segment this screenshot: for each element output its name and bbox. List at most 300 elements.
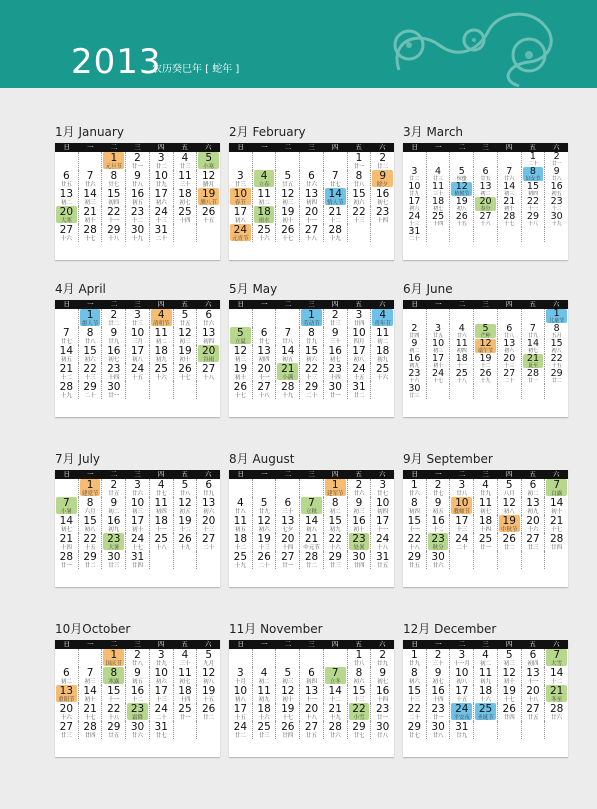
day-cell[interactable] <box>55 327 78 345</box>
day-cell[interactable] <box>299 188 323 206</box>
day-cell[interactable] <box>78 309 102 327</box>
day-cell[interactable] <box>521 667 545 685</box>
day-cell[interactable] <box>497 369 521 384</box>
day-cell[interactable] <box>521 197 545 212</box>
day-cell[interactable] <box>196 345 220 363</box>
day-cell[interactable] <box>101 515 125 533</box>
day-cell[interactable] <box>403 515 426 533</box>
day-cell[interactable] <box>403 479 426 497</box>
day-cell[interactable] <box>521 167 545 182</box>
day-cell[interactable] <box>275 327 299 345</box>
day-cell[interactable] <box>426 354 450 369</box>
day-cell[interactable] <box>370 551 394 569</box>
day-cell[interactable] <box>370 685 394 703</box>
day-cell[interactable] <box>544 703 568 721</box>
day-cell[interactable] <box>521 703 545 721</box>
day-cell[interactable] <box>299 381 323 399</box>
day-cell[interactable] <box>101 721 125 739</box>
day-cell[interactable] <box>101 345 125 363</box>
day-cell[interactable] <box>521 152 545 167</box>
day-cell[interactable] <box>323 533 347 551</box>
day-cell[interactable] <box>55 721 78 739</box>
day-cell[interactable] <box>299 721 323 739</box>
day-cell[interactable] <box>78 497 102 515</box>
day-cell[interactable] <box>275 497 299 515</box>
day-cell[interactable] <box>101 497 125 515</box>
day-cell[interactable] <box>196 515 220 533</box>
day-cell[interactable] <box>449 703 473 721</box>
day-cell[interactable] <box>473 182 497 197</box>
day-cell[interactable] <box>78 224 102 242</box>
day-cell[interactable] <box>125 667 149 685</box>
day-cell[interactable] <box>275 721 299 739</box>
day-cell[interactable] <box>275 206 299 224</box>
day-cell[interactable] <box>521 324 545 339</box>
day-cell[interactable] <box>521 515 545 533</box>
day-cell[interactable] <box>173 327 197 345</box>
day-cell[interactable] <box>125 479 149 497</box>
day-cell[interactable] <box>229 206 252 224</box>
day-cell[interactable] <box>426 324 450 339</box>
day-cell[interactable] <box>347 497 371 515</box>
day-cell[interactable] <box>55 515 78 533</box>
day-cell[interactable] <box>78 206 102 224</box>
day-cell[interactable] <box>229 170 252 188</box>
day-cell[interactable] <box>252 721 276 739</box>
day-cell[interactable] <box>449 167 473 182</box>
day-cell[interactable] <box>55 363 78 381</box>
day-cell[interactable] <box>370 721 394 739</box>
day-cell[interactable] <box>299 206 323 224</box>
day-cell[interactable] <box>521 533 545 551</box>
day-cell[interactable] <box>78 515 102 533</box>
day-cell[interactable] <box>252 170 276 188</box>
day-cell[interactable] <box>173 703 197 721</box>
day-cell[interactable] <box>196 188 220 206</box>
day-cell[interactable] <box>403 384 426 399</box>
day-cell[interactable] <box>252 206 276 224</box>
day-cell[interactable] <box>323 224 347 242</box>
day-cell[interactable] <box>323 667 347 685</box>
day-cell[interactable] <box>347 188 371 206</box>
day-cell[interactable] <box>449 649 473 667</box>
day-cell[interactable] <box>473 649 497 667</box>
day-cell[interactable] <box>323 703 347 721</box>
day-cell[interactable] <box>299 170 323 188</box>
day-cell[interactable] <box>347 667 371 685</box>
day-cell[interactable] <box>449 667 473 685</box>
day-cell[interactable] <box>403 649 426 667</box>
day-cell[interactable] <box>521 649 545 667</box>
day-cell[interactable] <box>473 339 497 354</box>
day-cell[interactable] <box>323 515 347 533</box>
day-cell[interactable] <box>497 354 521 369</box>
day-cell[interactable] <box>403 369 426 384</box>
day-cell[interactable] <box>149 309 173 327</box>
day-cell[interactable] <box>275 170 299 188</box>
day-cell[interactable] <box>370 188 394 206</box>
day-cell[interactable] <box>426 685 450 703</box>
day-cell[interactable] <box>101 152 125 170</box>
day-cell[interactable] <box>497 339 521 354</box>
day-cell[interactable] <box>473 197 497 212</box>
day-cell[interactable] <box>55 703 78 721</box>
day-cell[interactable] <box>149 515 173 533</box>
day-cell[interactable] <box>55 381 78 399</box>
day-cell[interactable] <box>426 533 450 551</box>
day-cell[interactable] <box>347 515 371 533</box>
day-cell[interactable] <box>78 703 102 721</box>
day-cell[interactable] <box>449 479 473 497</box>
day-cell[interactable] <box>275 224 299 242</box>
day-cell[interactable] <box>55 224 78 242</box>
day-cell[interactable] <box>521 479 545 497</box>
day-cell[interactable] <box>426 667 450 685</box>
day-cell[interactable] <box>173 309 197 327</box>
day-cell[interactable] <box>125 206 149 224</box>
day-cell[interactable] <box>403 551 426 569</box>
day-cell[interactable] <box>173 533 197 551</box>
day-cell[interactable] <box>275 551 299 569</box>
day-cell[interactable] <box>275 667 299 685</box>
day-cell[interactable] <box>275 345 299 363</box>
day-cell[interactable] <box>347 309 371 327</box>
day-cell[interactable] <box>125 152 149 170</box>
day-cell[interactable] <box>149 224 173 242</box>
day-cell[interactable] <box>229 327 252 345</box>
day-cell[interactable] <box>347 703 371 721</box>
day-cell[interactable] <box>149 363 173 381</box>
day-cell[interactable] <box>347 327 371 345</box>
day-cell[interactable] <box>149 533 173 551</box>
day-cell[interactable] <box>78 170 102 188</box>
day-cell[interactable] <box>299 551 323 569</box>
day-cell[interactable] <box>149 685 173 703</box>
day-cell[interactable] <box>403 324 426 339</box>
day-cell[interactable] <box>101 533 125 551</box>
day-cell[interactable] <box>78 188 102 206</box>
day-cell[interactable] <box>275 685 299 703</box>
day-cell[interactable] <box>403 721 426 739</box>
day-cell[interactable] <box>370 170 394 188</box>
day-cell[interactable] <box>173 152 197 170</box>
day-cell[interactable] <box>125 188 149 206</box>
day-cell[interactable] <box>370 649 394 667</box>
day-cell[interactable] <box>426 212 450 227</box>
day-cell[interactable] <box>173 170 197 188</box>
day-cell[interactable] <box>347 479 371 497</box>
day-cell[interactable] <box>347 551 371 569</box>
day-cell[interactable] <box>101 224 125 242</box>
day-cell[interactable] <box>196 363 220 381</box>
day-cell[interactable] <box>78 345 102 363</box>
day-cell[interactable] <box>347 345 371 363</box>
day-cell[interactable] <box>497 515 521 533</box>
day-cell[interactable] <box>252 327 276 345</box>
day-cell[interactable] <box>497 703 521 721</box>
day-cell[interactable] <box>125 497 149 515</box>
day-cell[interactable] <box>125 327 149 345</box>
day-cell[interactable] <box>370 533 394 551</box>
day-cell[interactable] <box>521 685 545 703</box>
day-cell[interactable] <box>544 309 568 324</box>
day-cell[interactable] <box>473 479 497 497</box>
day-cell[interactable] <box>521 369 545 384</box>
day-cell[interactable] <box>449 182 473 197</box>
day-cell[interactable] <box>173 206 197 224</box>
day-cell[interactable] <box>299 224 323 242</box>
day-cell[interactable] <box>196 667 220 685</box>
day-cell[interactable] <box>149 170 173 188</box>
day-cell[interactable] <box>173 667 197 685</box>
day-cell[interactable] <box>125 551 149 569</box>
day-cell[interactable] <box>323 551 347 569</box>
day-cell[interactable] <box>229 533 252 551</box>
day-cell[interactable] <box>497 324 521 339</box>
day-cell[interactable] <box>544 324 568 339</box>
day-cell[interactable] <box>173 685 197 703</box>
day-cell[interactable] <box>299 363 323 381</box>
day-cell[interactable] <box>544 182 568 197</box>
day-cell[interactable] <box>347 170 371 188</box>
day-cell[interactable] <box>299 309 323 327</box>
day-cell[interactable] <box>497 197 521 212</box>
day-cell[interactable] <box>229 721 252 739</box>
day-cell[interactable] <box>229 515 252 533</box>
day-cell[interactable] <box>347 363 371 381</box>
day-cell[interactable] <box>347 152 371 170</box>
day-cell[interactable] <box>196 685 220 703</box>
day-cell[interactable] <box>149 649 173 667</box>
day-cell[interactable] <box>149 188 173 206</box>
day-cell[interactable] <box>275 363 299 381</box>
day-cell[interactable] <box>125 533 149 551</box>
day-cell[interactable] <box>229 551 252 569</box>
day-cell[interactable] <box>55 188 78 206</box>
day-cell[interactable] <box>497 167 521 182</box>
day-cell[interactable] <box>125 363 149 381</box>
day-cell[interactable] <box>196 497 220 515</box>
day-cell[interactable] <box>449 354 473 369</box>
day-cell[interactable] <box>370 327 394 345</box>
day-cell[interactable] <box>370 206 394 224</box>
day-cell[interactable] <box>347 381 371 399</box>
day-cell[interactable] <box>149 703 173 721</box>
day-cell[interactable] <box>370 152 394 170</box>
day-cell[interactable] <box>196 170 220 188</box>
day-cell[interactable] <box>173 515 197 533</box>
day-cell[interactable] <box>149 345 173 363</box>
day-cell[interactable] <box>275 515 299 533</box>
day-cell[interactable] <box>55 667 78 685</box>
day-cell[interactable] <box>55 533 78 551</box>
day-cell[interactable] <box>323 381 347 399</box>
day-cell[interactable] <box>426 197 450 212</box>
day-cell[interactable] <box>299 667 323 685</box>
day-cell[interactable] <box>497 685 521 703</box>
day-cell[interactable] <box>78 685 102 703</box>
day-cell[interactable] <box>426 551 450 569</box>
day-cell[interactable] <box>173 188 197 206</box>
day-cell[interactable] <box>125 515 149 533</box>
day-cell[interactable] <box>101 381 125 399</box>
day-cell[interactable] <box>403 197 426 212</box>
day-cell[interactable] <box>544 354 568 369</box>
day-cell[interactable] <box>101 206 125 224</box>
day-cell[interactable] <box>347 721 371 739</box>
day-cell[interactable] <box>149 667 173 685</box>
day-cell[interactable] <box>299 497 323 515</box>
day-cell[interactable] <box>370 515 394 533</box>
day-cell[interactable] <box>403 685 426 703</box>
day-cell[interactable] <box>125 703 149 721</box>
day-cell[interactable] <box>229 685 252 703</box>
day-cell[interactable] <box>323 721 347 739</box>
day-cell[interactable] <box>149 206 173 224</box>
day-cell[interactable] <box>323 363 347 381</box>
day-cell[interactable] <box>426 182 450 197</box>
day-cell[interactable] <box>125 649 149 667</box>
day-cell[interactable] <box>55 497 78 515</box>
day-cell[interactable] <box>544 533 568 551</box>
day-cell[interactable] <box>78 721 102 739</box>
day-cell[interactable] <box>370 363 394 381</box>
day-cell[interactable] <box>347 206 371 224</box>
day-cell[interactable] <box>544 339 568 354</box>
day-cell[interactable] <box>544 212 568 227</box>
day-cell[interactable] <box>370 309 394 327</box>
day-cell[interactable] <box>252 533 276 551</box>
day-cell[interactable] <box>426 369 450 384</box>
day-cell[interactable] <box>473 354 497 369</box>
day-cell[interactable] <box>229 667 252 685</box>
day-cell[interactable] <box>78 381 102 399</box>
day-cell[interactable] <box>252 224 276 242</box>
day-cell[interactable] <box>101 649 125 667</box>
day-cell[interactable] <box>149 497 173 515</box>
day-cell[interactable] <box>544 667 568 685</box>
day-cell[interactable] <box>497 212 521 227</box>
day-cell[interactable] <box>125 224 149 242</box>
day-cell[interactable] <box>101 479 125 497</box>
day-cell[interactable] <box>229 224 252 242</box>
day-cell[interactable] <box>323 170 347 188</box>
day-cell[interactable] <box>252 667 276 685</box>
day-cell[interactable] <box>544 649 568 667</box>
day-cell[interactable] <box>173 363 197 381</box>
day-cell[interactable] <box>403 497 426 515</box>
day-cell[interactable] <box>78 551 102 569</box>
day-cell[interactable] <box>323 345 347 363</box>
day-cell[interactable] <box>497 182 521 197</box>
day-cell[interactable] <box>275 188 299 206</box>
day-cell[interactable] <box>149 152 173 170</box>
day-cell[interactable] <box>149 479 173 497</box>
day-cell[interactable] <box>473 369 497 384</box>
day-cell[interactable] <box>78 533 102 551</box>
day-cell[interactable] <box>299 515 323 533</box>
day-cell[interactable] <box>403 354 426 369</box>
day-cell[interactable] <box>229 345 252 363</box>
day-cell[interactable] <box>370 703 394 721</box>
day-cell[interactable] <box>101 551 125 569</box>
day-cell[interactable] <box>521 212 545 227</box>
day-cell[interactable] <box>173 649 197 667</box>
day-cell[interactable] <box>323 685 347 703</box>
day-cell[interactable] <box>473 212 497 227</box>
day-cell[interactable] <box>173 479 197 497</box>
day-cell[interactable] <box>173 345 197 363</box>
day-cell[interactable] <box>323 206 347 224</box>
day-cell[interactable] <box>196 327 220 345</box>
day-cell[interactable] <box>473 497 497 515</box>
day-cell[interactable] <box>403 339 426 354</box>
day-cell[interactable] <box>173 497 197 515</box>
day-cell[interactable] <box>101 170 125 188</box>
day-cell[interactable] <box>101 685 125 703</box>
day-cell[interactable] <box>149 327 173 345</box>
day-cell[interactable] <box>299 703 323 721</box>
day-cell[interactable] <box>497 649 521 667</box>
day-cell[interactable] <box>473 533 497 551</box>
day-cell[interactable] <box>544 197 568 212</box>
day-cell[interactable] <box>347 533 371 551</box>
day-cell[interactable] <box>323 188 347 206</box>
day-cell[interactable] <box>275 381 299 399</box>
day-cell[interactable] <box>252 381 276 399</box>
day-cell[interactable] <box>426 649 450 667</box>
day-cell[interactable] <box>252 515 276 533</box>
day-cell[interactable] <box>544 685 568 703</box>
day-cell[interactable] <box>125 685 149 703</box>
day-cell[interactable] <box>347 649 371 667</box>
day-cell[interactable] <box>196 703 220 721</box>
day-cell[interactable] <box>473 515 497 533</box>
day-cell[interactable] <box>497 667 521 685</box>
day-cell[interactable] <box>149 721 173 739</box>
day-cell[interactable] <box>55 206 78 224</box>
day-cell[interactable] <box>275 703 299 721</box>
day-cell[interactable] <box>473 685 497 703</box>
day-cell[interactable] <box>323 309 347 327</box>
day-cell[interactable] <box>473 324 497 339</box>
day-cell[interactable] <box>403 667 426 685</box>
day-cell[interactable] <box>521 339 545 354</box>
day-cell[interactable] <box>229 363 252 381</box>
day-cell[interactable] <box>252 703 276 721</box>
day-cell[interactable] <box>275 533 299 551</box>
day-cell[interactable] <box>299 685 323 703</box>
day-cell[interactable] <box>101 309 125 327</box>
day-cell[interactable] <box>78 363 102 381</box>
day-cell[interactable] <box>299 327 323 345</box>
day-cell[interactable] <box>449 212 473 227</box>
day-cell[interactable] <box>544 479 568 497</box>
day-cell[interactable] <box>403 533 426 551</box>
day-cell[interactable] <box>544 497 568 515</box>
day-cell[interactable] <box>497 533 521 551</box>
day-cell[interactable] <box>55 685 78 703</box>
day-cell[interactable] <box>252 188 276 206</box>
day-cell[interactable] <box>449 685 473 703</box>
day-cell[interactable] <box>449 721 473 739</box>
day-cell[interactable] <box>544 152 568 167</box>
day-cell[interactable] <box>403 703 426 721</box>
day-cell[interactable] <box>101 363 125 381</box>
day-cell[interactable] <box>125 345 149 363</box>
day-cell[interactable] <box>403 182 426 197</box>
day-cell[interactable] <box>426 515 450 533</box>
